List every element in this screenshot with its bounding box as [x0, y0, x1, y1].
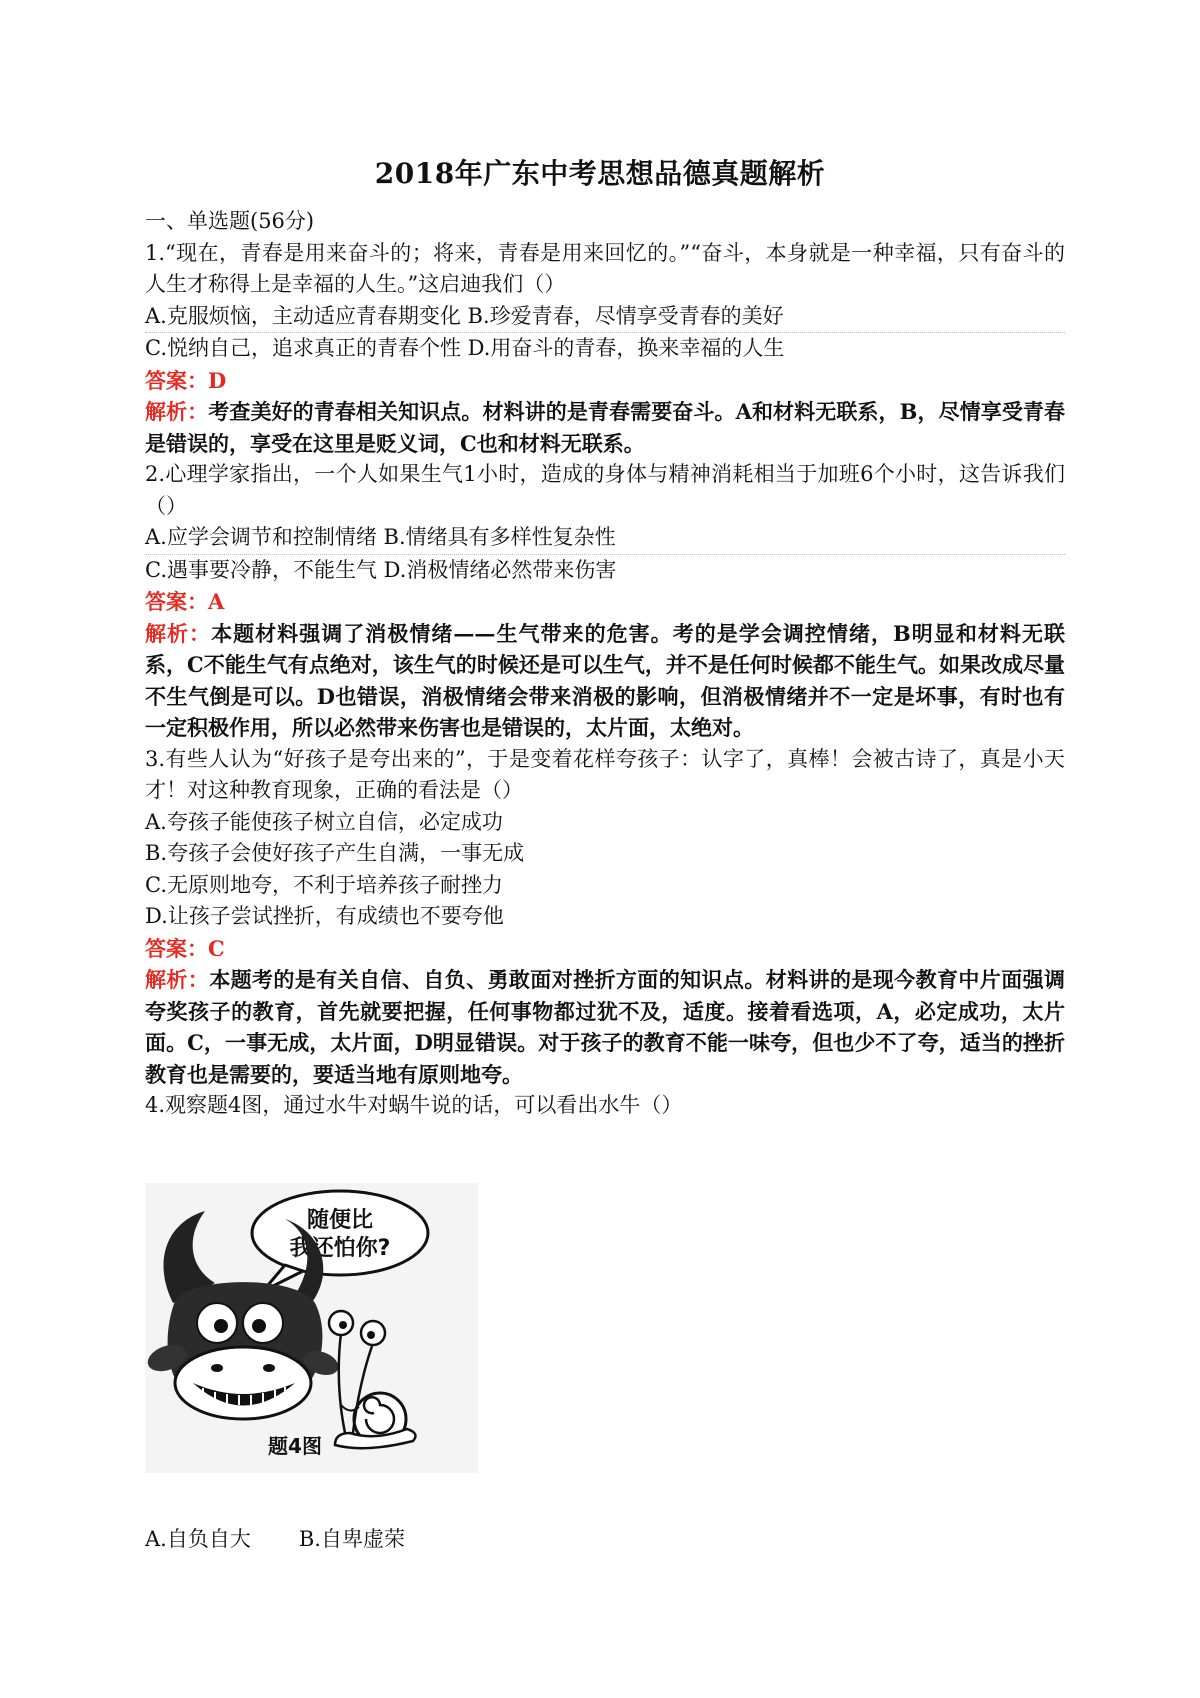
question-1: [145, 238, 1065, 460]
figure-caption: 题4图: [268, 1434, 322, 1458]
analysis-text: 本题材料强调了消极情绪——生气带来的危害。考的是学会调控情绪，B明显和材料无联系，C不能生气有点绝对，该生气的时候还是可以生气，并不是任何时候都不能生气。如果改成尽量不生气倒是可以。D也错误，消极情绪会带来消极的影响，但消极情绪并不一定是坏事，有时也有一定积极作用，所以必然带来伤害也是错误的，太片面，太绝对。: [145, 620, 1065, 740]
answer-label: 答案：: [145, 935, 208, 961]
question-2-options-line-1: A.应学会调节和控制情绪 B.情绪具有多样性复杂性: [145, 522, 1065, 555]
question-3-analysis: [145, 964, 1065, 1090]
question-3: [145, 744, 1065, 1091]
question-3-answer: [145, 933, 1065, 965]
section-heading: 一、单选题(56分): [145, 209, 315, 233]
question-2-answer: [145, 586, 1065, 618]
answer-value: A: [208, 589, 225, 614]
question-2-stem: 2.心理学家指出，一个人如果生气1小时，造成的身体与精神消耗相当于加班6个小时，这告诉我们（）: [145, 462, 1065, 518]
question-4-stem: 4.观察题4图，通过水牛对蜗牛说的话，可以看出水牛（）: [145, 1093, 683, 1117]
document-body: [145, 206, 1065, 1122]
analysis-label: 解析：: [145, 967, 210, 992]
question-2-options-line-2: C.遇事要冷静，不能生气 D.消极情绪必然带来伤害: [145, 557, 617, 582]
question-4-figure: [145, 1183, 478, 1473]
answer-label: 答案：: [145, 589, 208, 614]
analysis-label: 解析：: [145, 399, 209, 424]
question-3-stem: 3.有些人认为“好孩子是夸出来的”，于是变着花样夸孩子：认字了，真棒！会被古诗了，真是小天才！对这种教育现象，正确的看法是（）: [145, 746, 1065, 802]
question-1-options-line-1: A.克服烦恼，主动适应青春期变化 B.珍爱青春，尽情享受青春的美好: [145, 301, 1065, 334]
question-3-option-a: A.夸孩子能使孩子树立自信，必定成功: [145, 809, 503, 834]
question-1-options-line-2: C.悦纳自己，追求真正的青春个性 D.用奋斗的青春，换来幸福的人生: [145, 336, 785, 360]
question-4-options: [145, 1524, 405, 1555]
question-2-analysis: [145, 618, 1065, 744]
cartoon-buffalo-snail-icon: [145, 1183, 478, 1473]
analysis-label: 解析：: [145, 620, 212, 646]
question-4-option-b: B.自卑虚荣: [298, 1527, 405, 1551]
question-1-stem: 1.“现在，青春是用来奋斗的；将来，青春是用来回忆的。”“奋斗，本身就是一种幸福，只有奋斗的人生才称得上是幸福的人生。”这启迪我们（）: [145, 240, 1065, 296]
question-2: [145, 459, 1065, 744]
question-3-option-c: C.无原则地夸，不利于培养孩子耐挫力: [145, 872, 503, 897]
analysis-text: 考查美好的青春相关知识点。材料讲的是青春需要奋斗。A和材料无联系，B，尽情享受青春是错误的，享受在这里是贬义词，C也和材料无联系。: [145, 399, 1065, 456]
speech-line-2: 我还怕你?: [289, 1236, 391, 1261]
page-title: 2018年广东中考思想品德真题解析: [374, 157, 826, 190]
answer-value: D: [208, 367, 227, 393]
question-4-option-a: A.自负自大: [145, 1527, 251, 1551]
question-1-analysis: [145, 396, 1065, 459]
answer-label: 答案：: [145, 367, 208, 393]
question-1-answer: [145, 365, 1065, 397]
question-3-option-b: B.夸孩子会使好孩子产生自满，一事无成: [145, 841, 525, 865]
speech-line-1: 随便比: [306, 1208, 374, 1233]
analysis-text: 本题考的是有关自信、自负、勇敢面对挫折方面的知识点。材料讲的是现今教育中片面强调夸奖孩子的教育，首先就要把握，任何事物都过犹不及，适度。接着看选项，A，必定成功，太片面。C，一事无成，太片面，D明显错误。对于孩子的教育不能一味夸，但也少不了夸，适当的挫折教育也是需要的，要适当地有原则地夸。: [145, 967, 1066, 1087]
answer-value: C: [208, 935, 225, 961]
question-3-option-d: D.让孩子尝试挫折，有成绩也不要夸他: [145, 904, 504, 928]
